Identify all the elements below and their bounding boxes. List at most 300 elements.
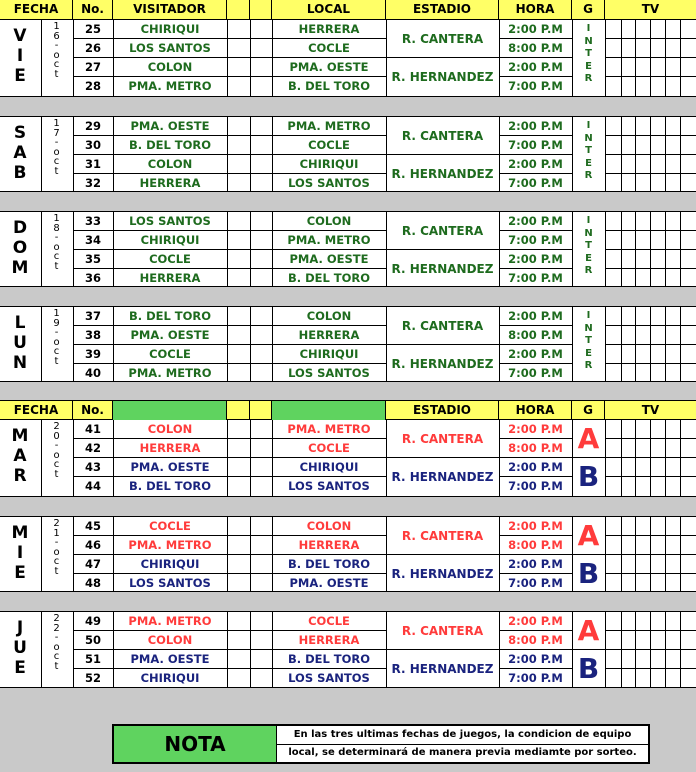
visitor-team: CHIRIQUI — [140, 22, 200, 36]
nota-box — [112, 724, 650, 764]
grid-line — [635, 420, 636, 496]
game-time: 7:00 P.M — [508, 366, 563, 380]
header-visitador: VISITADOR — [113, 0, 227, 19]
nota-label: NOTA — [114, 726, 277, 762]
day-group — [0, 420, 696, 497]
grid-line — [605, 249, 696, 250]
local-team: COLON — [306, 309, 352, 323]
game-time: 7:00 P.M — [508, 479, 563, 493]
grid-line — [650, 20, 651, 96]
day-letter: E — [14, 563, 26, 583]
grid-line — [621, 20, 622, 96]
visitor-team: CHIRIQUI — [140, 233, 200, 247]
g-letter: I — [586, 23, 591, 34]
visitor-team: PMA. OESTE — [130, 652, 210, 666]
date-char: 2 — [53, 622, 60, 634]
game-time: 2:00 P.M — [508, 22, 563, 36]
game-time: 7:00 P.M — [508, 79, 563, 93]
g-letter: T — [585, 240, 592, 251]
date-char: 2 — [53, 518, 60, 529]
grid-line — [227, 20, 228, 96]
local-team: B. DEL TORO — [287, 271, 371, 285]
game-number: 35 — [84, 252, 101, 266]
day-letter: A — [13, 143, 27, 163]
day-letter: A — [13, 446, 27, 466]
game-time: 7:00 P.M — [508, 576, 563, 590]
stadium-name: R. CANTERA — [401, 529, 484, 543]
date-char: - — [54, 232, 59, 243]
g-letter: E — [585, 347, 592, 359]
g-inter-label — [572, 120, 605, 183]
day-letter: L — [14, 313, 26, 333]
stadium-name: R. CANTERA — [401, 624, 484, 638]
game-number: 26 — [84, 41, 101, 55]
game-number: 27 — [84, 60, 101, 74]
local-team: COCLE — [308, 614, 350, 628]
g-letter: E — [585, 252, 592, 264]
g-letter: T — [585, 335, 592, 346]
game-time: 2:00 P.M — [508, 347, 563, 361]
stadium-name: R. CANTERA — [401, 32, 484, 46]
day-letter: D — [12, 218, 28, 238]
g-inter-label — [572, 23, 605, 86]
visitor-team: COLON — [147, 422, 193, 436]
local-team: LOS SANTOS — [288, 671, 370, 685]
game-time: 8:00 P.M — [508, 328, 563, 342]
game-number: 38 — [84, 328, 101, 342]
day-letter: B — [13, 163, 27, 183]
day-letter: N — [12, 353, 28, 373]
grid-line — [605, 476, 696, 477]
visitor-team: LOS SANTOS — [129, 214, 211, 228]
grid-line — [605, 363, 696, 364]
header2-g: G — [572, 401, 605, 420]
game-time: 7:00 P.M — [508, 671, 563, 685]
grid-line — [605, 230, 696, 231]
day-label — [0, 218, 40, 278]
date-char: c — [53, 556, 60, 567]
date-char: 0 — [53, 430, 60, 442]
date-char: t — [54, 260, 59, 272]
date-char: 1 — [53, 21, 60, 32]
grid-line — [250, 20, 251, 96]
group-letter: B — [577, 460, 600, 493]
date-char: 7 — [53, 127, 60, 139]
grid-line — [605, 630, 696, 631]
nota-line-1: En las tres ultimas fechas de juegos, la condicion de equipo — [277, 726, 648, 745]
visitor-team: LOS SANTOS — [129, 576, 211, 590]
date-label — [41, 22, 72, 79]
day-letter: S — [13, 123, 27, 143]
local-team: PMA. OESTE — [289, 60, 369, 74]
game-time: 2:00 P.M — [508, 119, 563, 133]
grid-line — [250, 420, 251, 496]
grid-line — [605, 325, 696, 326]
g-letter: N — [584, 35, 593, 47]
day-letter: M — [11, 426, 29, 446]
local-team: B. DEL TORO — [287, 557, 371, 571]
game-time: 2:00 P.M — [508, 422, 563, 436]
game-number: 43 — [84, 460, 101, 474]
game-time: 7:00 P.M — [508, 233, 563, 247]
date-char: c — [53, 59, 60, 70]
date-char: o — [53, 336, 60, 348]
schedule-header-1 — [0, 0, 696, 20]
game-time: 2:00 P.M — [508, 60, 563, 74]
grid-line — [635, 20, 636, 96]
visitor-team: LOS SANTOS — [129, 41, 211, 55]
local-team: PMA. METRO — [287, 119, 371, 133]
stadium-name: R. HERNANDEZ — [391, 262, 494, 276]
local-team: B. DEL TORO — [287, 652, 371, 666]
visitor-team: COCLE — [149, 252, 191, 266]
g-letter: I — [586, 120, 591, 131]
game-number: 50 — [84, 633, 101, 647]
game-number: 52 — [84, 671, 101, 685]
game-number: 42 — [84, 441, 101, 455]
date-label — [41, 309, 72, 366]
visitor-team: CHIRIQUI — [140, 671, 200, 685]
date-char: c — [53, 346, 60, 357]
grid-line — [227, 420, 228, 496]
grid-line — [605, 173, 696, 174]
game-time: 8:00 P.M — [508, 41, 563, 55]
visitor-team: HERRERA — [139, 441, 201, 455]
grid-line — [605, 76, 696, 77]
game-number: 48 — [84, 576, 101, 590]
date-char: o — [53, 49, 60, 61]
date-char: 8 — [53, 222, 60, 234]
game-number: 40 — [84, 366, 101, 380]
grid-line — [605, 573, 696, 574]
header2-estadio: ESTADIO — [386, 401, 499, 420]
header-estadio: ESTADIO — [386, 0, 499, 19]
day-label — [0, 313, 40, 373]
game-number: 34 — [84, 233, 101, 247]
game-time: 8:00 P.M — [508, 538, 563, 552]
grid-line — [605, 420, 606, 496]
grid-line — [605, 457, 696, 458]
header-g: G — [572, 0, 605, 19]
visitor-team: PMA. METRO — [128, 614, 212, 628]
separator — [0, 497, 696, 516]
local-team: COLON — [306, 214, 352, 228]
grid-line — [605, 438, 696, 439]
local-team: CHIRIQUI — [299, 347, 359, 361]
game-number: 47 — [84, 557, 101, 571]
visitor-team: B. DEL TORO — [128, 479, 212, 493]
stadium-name: R. HERNANDEZ — [391, 70, 494, 84]
game-time: 2:00 P.M — [508, 519, 563, 533]
local-team: LOS SANTOS — [288, 479, 370, 493]
day-group — [0, 211, 696, 287]
local-team: CHIRIQUI — [299, 157, 359, 171]
day-letter: J — [16, 618, 24, 638]
local-team: CHIRIQUI — [299, 460, 359, 474]
game-number: 32 — [84, 176, 101, 190]
grid-line — [605, 38, 696, 39]
game-number: 51 — [84, 652, 101, 666]
group-letter: B — [577, 652, 600, 685]
date-char: t — [54, 660, 59, 672]
group-letter: A — [577, 614, 600, 647]
date-char: c — [53, 251, 60, 262]
g-letter: E — [585, 60, 592, 72]
g-letter: T — [585, 145, 592, 156]
visitor-team: PMA. METRO — [128, 366, 212, 380]
g-letter: R — [584, 170, 593, 181]
header-blank-1 — [227, 0, 250, 19]
visitor-team: PMA. METRO — [128, 79, 212, 93]
game-time: 2:00 P.M — [508, 652, 563, 666]
game-number: 39 — [84, 347, 101, 361]
date-char: c — [53, 156, 60, 167]
visitor-team: B. DEL TORO — [128, 138, 212, 152]
game-time: 2:00 P.M — [508, 214, 563, 228]
schedule-header-2 — [0, 400, 696, 420]
local-team: HERRERA — [298, 633, 360, 647]
header-local: LOCAL — [272, 0, 386, 19]
local-team: HERRERA — [298, 22, 360, 36]
header2-tv: TV — [641, 403, 660, 417]
header2-visitor-fill — [113, 401, 227, 420]
visitor-team: PMA. OESTE — [130, 328, 210, 342]
game-time: 7:00 P.M — [508, 271, 563, 285]
date-char: 6 — [53, 30, 60, 42]
grid-line — [605, 154, 696, 155]
day-letter: E — [14, 658, 26, 678]
game-number: 28 — [84, 79, 101, 93]
visitor-team: COCLE — [149, 347, 191, 361]
header2-fecha: FECHA — [0, 401, 73, 420]
grid-line — [621, 420, 622, 496]
date-label — [41, 214, 72, 271]
date-label — [41, 614, 72, 671]
grid-line — [605, 57, 696, 58]
date-char: - — [54, 137, 59, 148]
day-letter: O — [12, 238, 28, 258]
game-time: 8:00 P.M — [508, 441, 563, 455]
game-number: 49 — [84, 614, 101, 628]
date-char: 2 — [53, 421, 60, 432]
header2-no: No. — [73, 401, 113, 420]
date-char: o — [53, 241, 60, 253]
date-char: t — [54, 165, 59, 177]
grid-line — [665, 20, 666, 96]
game-number: 36 — [84, 271, 101, 285]
date-char: - — [54, 537, 59, 548]
day-group — [0, 20, 696, 97]
visitor-team: CHIRIQUI — [140, 557, 200, 571]
grid-line — [650, 420, 651, 496]
g-letter: N — [584, 132, 593, 144]
grid-line — [605, 668, 696, 669]
grid-line — [665, 420, 666, 496]
group-letter: B — [577, 557, 600, 590]
date-char: - — [54, 632, 59, 643]
local-team: PMA. METRO — [287, 422, 371, 436]
date-char: c — [53, 459, 60, 470]
game-number: 37 — [84, 309, 101, 323]
g-letter: I — [586, 215, 591, 226]
local-team: HERRERA — [298, 328, 360, 342]
date-char: o — [53, 546, 60, 558]
local-team: COLON — [306, 519, 352, 533]
day-label — [0, 523, 40, 583]
visitor-team: COCLE — [149, 519, 191, 533]
visitor-team: PMA. OESTE — [130, 119, 210, 133]
grid-line — [680, 420, 681, 496]
g-letter: N — [584, 322, 593, 334]
game-number: 44 — [84, 479, 101, 493]
visitor-team: PMA. OESTE — [130, 460, 210, 474]
grid-line — [605, 554, 696, 555]
local-team: COCLE — [308, 441, 350, 455]
game-number: 29 — [84, 119, 101, 133]
separator — [0, 592, 696, 611]
date-char: 1 — [53, 308, 60, 319]
header-blank-2 — [250, 0, 272, 19]
date-char: - — [54, 440, 59, 451]
g-letter: R — [584, 265, 593, 276]
local-team: PMA. OESTE — [289, 576, 369, 590]
g-inter-label — [572, 215, 605, 278]
header-hora: HORA — [499, 0, 572, 19]
game-time: 2:00 P.M — [508, 614, 563, 628]
local-team: HERRERA — [298, 538, 360, 552]
day-letter: M — [11, 523, 29, 543]
header-no: No. — [73, 0, 113, 19]
header2-local-fill — [272, 401, 386, 420]
game-time: 2:00 P.M — [508, 157, 563, 171]
game-number: 41 — [84, 422, 101, 436]
visitor-team: HERRERA — [139, 271, 201, 285]
date-char: c — [53, 651, 60, 662]
game-number: 30 — [84, 138, 101, 152]
visitor-team: HERRERA — [139, 176, 201, 190]
day-group — [0, 516, 696, 592]
local-team: COCLE — [308, 138, 350, 152]
day-letter: I — [16, 46, 24, 66]
stadium-name: R. HERNANDEZ — [391, 357, 494, 371]
visitor-team: COLON — [147, 157, 193, 171]
stadium-name: R. CANTERA — [401, 319, 484, 333]
header2-blank-2 — [250, 401, 272, 420]
game-time: 2:00 P.M — [508, 460, 563, 474]
date-char: t — [54, 355, 59, 367]
game-number: 33 — [84, 214, 101, 228]
stadium-name: R. HERNANDEZ — [391, 662, 494, 676]
grid-line — [605, 268, 696, 269]
visitor-team: PMA. METRO — [128, 538, 212, 552]
day-label — [0, 123, 40, 183]
date-char: t — [54, 565, 59, 577]
date-label — [41, 422, 72, 479]
stadium-name: R. HERNANDEZ — [391, 167, 494, 181]
separator — [0, 287, 696, 306]
group-letter: A — [577, 422, 600, 455]
day-letter: U — [13, 638, 27, 658]
grid-line — [680, 20, 681, 96]
stadium-name: R. CANTERA — [401, 224, 484, 238]
date-char: o — [53, 146, 60, 158]
local-team: COCLE — [308, 41, 350, 55]
game-time: 8:00 P.M — [508, 633, 563, 647]
stadium-name: R. CANTERA — [401, 432, 484, 446]
day-letter: I — [16, 543, 24, 563]
game-number: 25 — [84, 22, 101, 36]
separator — [0, 192, 696, 211]
header-tv: TV — [641, 2, 660, 16]
nota-line-2: local, se determinará de manera previa mediamte por sorteo. — [288, 747, 637, 758]
visitor-team: COLON — [147, 60, 193, 74]
game-number: 45 — [84, 519, 101, 533]
date-char: 9 — [53, 317, 60, 329]
local-team: LOS SANTOS — [288, 366, 370, 380]
header2-hora: HORA — [499, 401, 572, 420]
g-letter: T — [585, 48, 592, 59]
date-label — [41, 519, 72, 576]
local-team: PMA. OESTE — [289, 252, 369, 266]
grid-line — [605, 20, 606, 96]
game-time: 2:00 P.M — [508, 557, 563, 571]
day-letter: V — [13, 26, 27, 46]
stadium-name: R. CANTERA — [401, 129, 484, 143]
g-letter: E — [585, 157, 592, 169]
g-letter: N — [584, 227, 593, 239]
day-letter: M — [11, 258, 29, 278]
game-number: 46 — [84, 538, 101, 552]
date-label — [41, 119, 72, 176]
game-time: 7:00 P.M — [508, 138, 563, 152]
group-letter: A — [577, 519, 600, 552]
date-char: 1 — [53, 213, 60, 224]
game-number: 31 — [84, 157, 101, 171]
date-char: - — [54, 327, 59, 338]
date-char: o — [53, 449, 60, 461]
day-letter: R — [13, 466, 27, 486]
visitor-team: B. DEL TORO — [128, 309, 212, 323]
date-char: 1 — [53, 527, 60, 539]
grid-line — [605, 344, 696, 345]
g-letter: R — [584, 73, 593, 84]
date-char: t — [54, 468, 59, 480]
grid-line — [605, 135, 696, 136]
date-char: 2 — [53, 613, 60, 624]
local-team: LOS SANTOS — [288, 176, 370, 190]
local-team: PMA. METRO — [287, 233, 371, 247]
day-group — [0, 306, 696, 382]
day-group — [0, 611, 696, 688]
g-inter-label — [572, 310, 605, 373]
date-char: o — [53, 641, 60, 653]
date-char: 1 — [53, 118, 60, 129]
day-letter: E — [14, 66, 26, 86]
header-fecha: FECHA — [0, 0, 73, 19]
day-label — [0, 426, 40, 486]
date-char: - — [54, 40, 59, 51]
day-group — [0, 116, 696, 192]
visitor-team: COLON — [147, 633, 193, 647]
g-letter: R — [584, 360, 593, 371]
separator — [0, 97, 696, 116]
grid-line — [605, 649, 696, 650]
local-team: B. DEL TORO — [287, 79, 371, 93]
date-char: t — [54, 68, 59, 80]
stadium-name: R. HERNANDEZ — [391, 470, 494, 484]
game-time: 2:00 P.M — [508, 252, 563, 266]
game-time: 7:00 P.M — [508, 176, 563, 190]
